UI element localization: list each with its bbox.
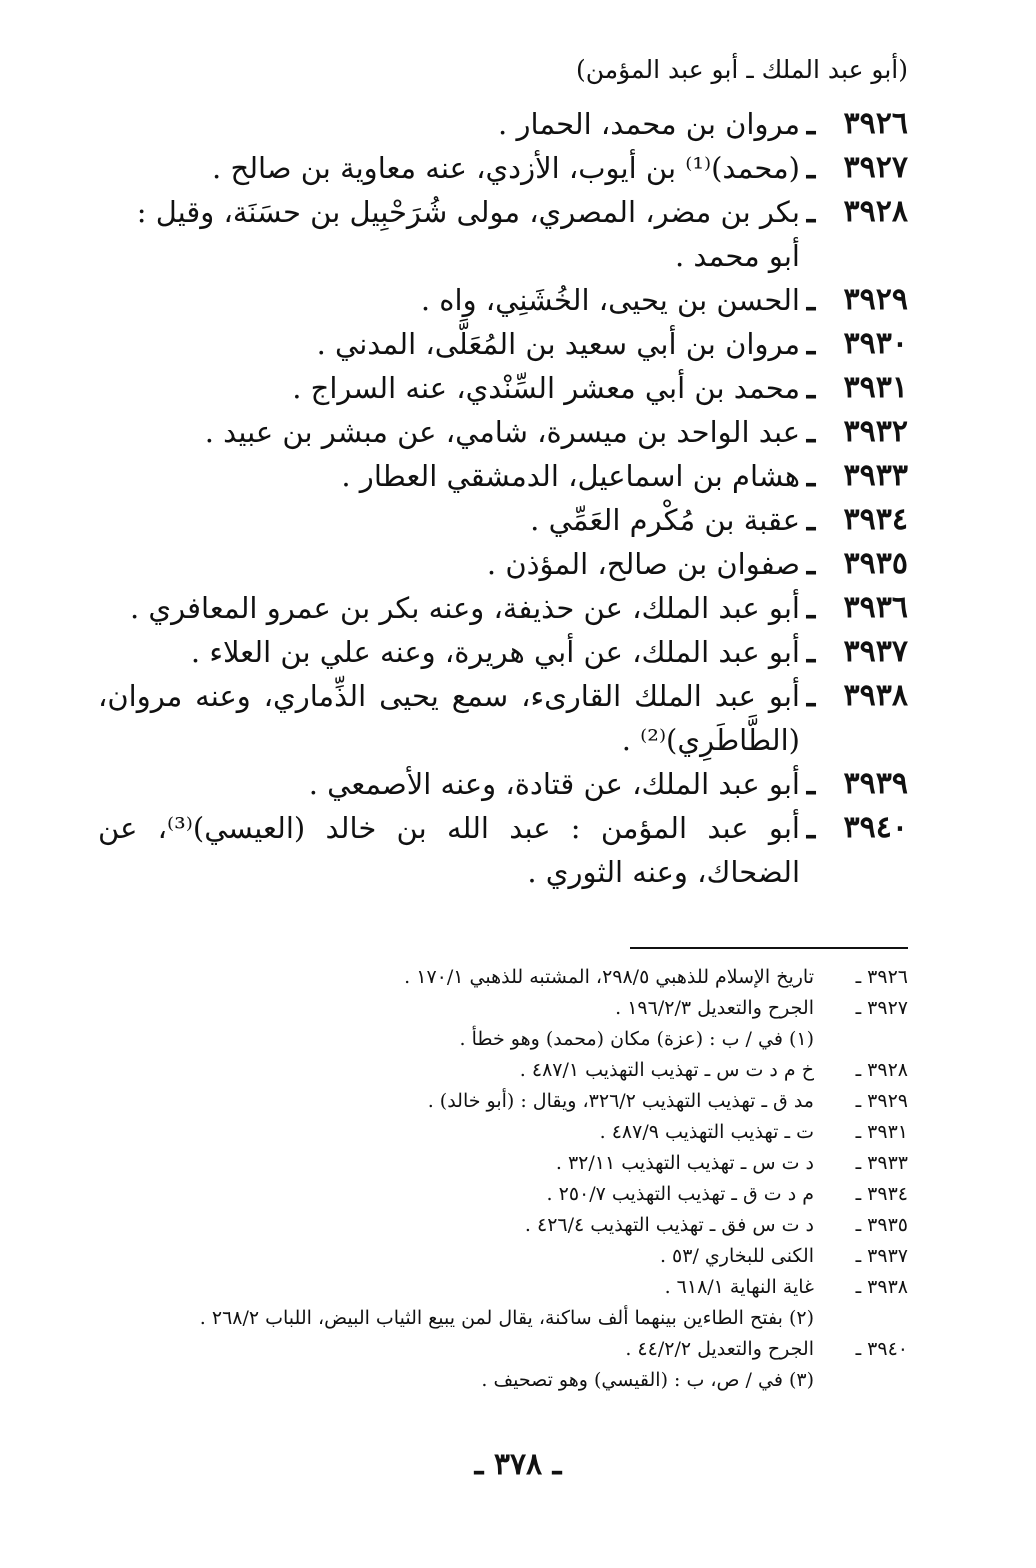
entry-dash: ـ [806,591,816,625]
entry-number: ٣٩٤٠ [843,810,908,845]
footnote-number: ٣٩٣٤ ـ [855,1183,908,1205]
entry-dash: ـ [806,327,816,361]
footnote-number: ٣٩٣٧ ـ [855,1245,908,1267]
footnote [98,1365,908,1396]
entry-text: هشام بن اسماعيل، الدمشقي العطار . [341,459,800,493]
footnote-number: ٣٩٢٦ ـ [855,966,908,988]
entry-dash: ـ [806,371,816,405]
entry-dash: ـ [806,767,816,801]
footnote-number: ٣٩٣٨ ـ [855,1276,908,1298]
footnote [98,1024,908,1055]
entry-text: أبو عبد الملك القارىء، سمع يحيى الذِّماري، وعنه مروان، (الطَّاطَرِي)⁽²⁾ . [98,679,800,757]
entry [98,454,908,498]
entry-text: أبو عبد الملك، عن أبي هريرة، وعنه علي بن العلاء . [190,635,800,669]
entry [98,630,908,674]
footnote [98,1272,908,1303]
entry-dash: ـ [806,107,816,141]
footnote [98,1055,908,1086]
entry-text: مروان بن أبي سعيد بن المُعَلَّى، المدني . [316,327,800,361]
entry-dash: ـ [806,811,816,845]
entry-number: ٣٩٣٥ [843,546,908,581]
entry-text: عبد الواحد بن ميسرة، شامي، عن مبشر بن عبيد . [204,415,800,449]
entry-text: أبو عبد الملك، عن قتادة، وعنه الأصمعي . [308,767,800,801]
entry [98,806,908,894]
entry [98,366,908,410]
entry-text: عقبة بن مُكْرم العَمِّي . [530,503,800,537]
entry-text: أبو عبد الملك، عن حذيفة، وعنه بكر بن عمرو المعافري . [130,591,800,625]
entry-text: (محمد)⁽¹⁾ بن أيوب، الأزدي، عنه معاوية بن صالح . [212,151,800,185]
entry-dash: ـ [806,547,816,581]
footnote-text: م د ت ق ـ تهذيب التهذيب ٢٥٠/٧ . [546,1183,814,1205]
entry-dash: ـ [806,195,816,229]
footnote-number [838,1365,908,1396]
footnote-number [838,1024,908,1055]
entry [98,278,908,322]
entry-dash: ـ [806,283,816,317]
entry-number: ٣٩٢٦ [843,106,908,141]
footnote [98,1179,908,1210]
footnote [98,1210,908,1241]
entry-text: مروان بن محمد، الحمار . [498,107,800,141]
footnote [98,1241,908,1272]
entry [98,674,908,762]
entry-text: أبو عبد المؤمن : عبد الله بن خالد (العيسي)⁽³⁾، عن الضحاك، وعنه الثوري . [98,811,800,889]
footnote-number: ٣٩٢٧ ـ [855,997,908,1019]
footnote-separator [630,947,908,949]
footnotes [98,962,908,1396]
entry [98,498,908,542]
running-header: (أبو عبد الملك ـ أبو عبد المؤمن) [575,55,908,84]
entry [98,762,908,806]
entries-list [98,102,908,894]
entry [98,586,908,630]
entry-text: صفوان بن صالح، المؤذن . [486,547,800,581]
entry-number: ٣٩٣٦ [843,590,908,625]
entry-text: الحسن بن يحيى، الخُشَنِي، واه . [420,283,800,317]
footnote-text: الكنى للبخاري /٥٣ . [659,1245,814,1267]
entry [98,542,908,586]
entry-dash: ـ [806,635,816,669]
footnote-text: (٢) بفتح الطاءين بينهما ألف ساكنة، يقال لمن يبيع الثياب البيض، اللباب ٢٦٨/٢ . [199,1307,814,1329]
footnote-text: (٣) في / ص، ب : (القيسي) وهو تصحيف . [481,1369,814,1391]
footnote-text: د ت س ـ تهذيب التهذيب ٣٢/١١ . [555,1152,814,1174]
footnote-number: ٣٩٢٩ ـ [855,1090,908,1112]
entry-dash: ـ [806,503,816,537]
footnote-text: د ت س فق ـ تهذيب التهذيب ٤٢٦/٤ . [524,1214,814,1236]
footnote-text: الجرح والتعديل ١٩٦/٢/٣ . [615,997,814,1019]
footnote-text: مد ق ـ تهذيب التهذيب ٣٢٦/٢، ويقال : (أبو خالد) . [427,1090,814,1112]
entry-number: ٣٩٣٠ [843,326,908,361]
entry-number: ٣٩٣٩ [843,766,908,801]
entry-text: بكر بن مضر، المصري، مولى شُرَحْبِيل بن حسَنَة، وقيل : أبو محمد . [136,195,800,273]
footnote [98,993,908,1024]
entry-dash: ـ [806,151,816,185]
footnote-number: ٣٩٤٠ ـ [855,1338,908,1360]
footnote [98,1086,908,1117]
entry-number: ٣٩٣٧ [843,634,908,669]
entry [98,322,908,366]
footnote-text: غاية النهاية ٦١٨/١ . [664,1276,814,1298]
entry-number: ٣٩٣٣ [843,458,908,493]
entry-dash: ـ [806,679,816,713]
footnote-number [838,1303,908,1334]
entry [98,190,908,278]
entry-number: ٣٩٣٢ [843,414,908,449]
footnote-number: ٣٩٣٣ ـ [855,1152,908,1174]
footnote-number: ٣٩٣١ ـ [855,1121,908,1143]
entry [98,102,908,146]
entry-dash: ـ [806,459,816,493]
footnote-number: ٣٩٢٨ ـ [855,1059,908,1081]
footnote [98,1148,908,1179]
footnote-text: خ م د ت س ـ تهذيب التهذيب ٤٨٧/١ . [519,1059,814,1081]
footnote [98,1334,908,1365]
footnote-number: ٣٩٣٥ ـ [855,1214,908,1236]
footnote-text: (١) في / ب : (عزة) مكان (محمد) وهو خطأ . [459,1028,814,1050]
entry-number: ٣٩٢٧ [843,150,908,185]
entry-dash: ـ [806,415,816,449]
entry-number: ٣٩٢٨ [843,194,908,229]
footnote [98,962,908,993]
entry [98,146,908,190]
footnote-text: الجرح والتعديل ٤٤/٢/٢ . [625,1338,814,1360]
footnote-text: ت ـ تهذيب التهذيب ٤٨٧/٩ . [599,1121,814,1143]
entry-number: ٣٩٣١ [843,370,908,405]
footnote-text: تاريخ الإسلام للذهبي ٢٩٨/٥، المشتبه للذهبي ١٧٠/١ . [404,966,814,988]
entry-number: ٣٩٢٩ [843,282,908,317]
entry [98,410,908,454]
entry-number: ٣٩٣٨ [843,678,908,713]
footnote [98,1303,908,1334]
entry-number: ٣٩٣٤ [843,502,908,537]
page-number: ـ ٣٧٨ ـ [474,1447,562,1482]
footnote [98,1117,908,1148]
entry-text: محمد بن أبي معشر السِّنْدي، عنه السراج . [292,371,800,405]
